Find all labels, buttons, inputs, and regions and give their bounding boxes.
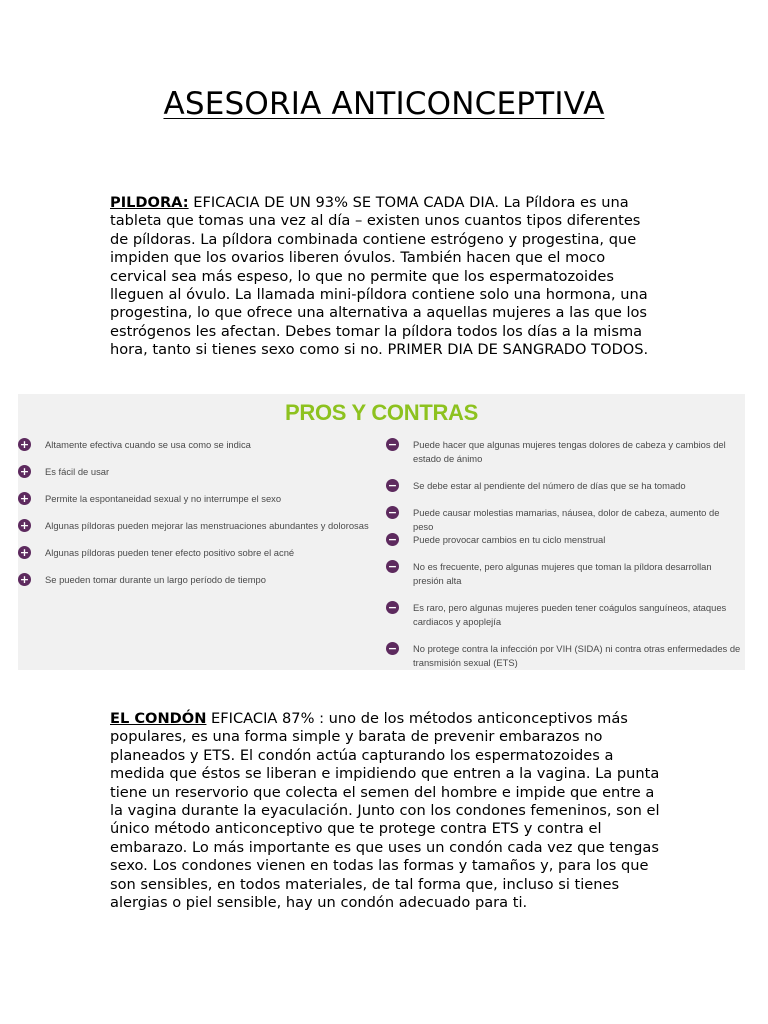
minus-icon: − (387, 642, 398, 655)
minus-icon: − (387, 560, 398, 573)
plus-icon: + (19, 438, 30, 451)
con-text: No es frecuente, pero algunas mujeres que toman la píldora desarrollan presión alta (413, 561, 712, 586)
con-item (386, 601, 741, 628)
pildora-paragraph (110, 194, 662, 360)
minus-icon: − (387, 533, 398, 546)
plus-icon: + (19, 546, 30, 559)
plus-icon: + (19, 573, 30, 586)
plus-icon: + (19, 492, 30, 505)
con-text: Puede causar molestias mamarias, náusea, dolor de cabeza, aumento de peso (413, 507, 720, 532)
plus-icon: + (19, 519, 30, 532)
pildora-text: EFICACIA DE UN 93% SE TOMA CADA DIA. La Píldora es una tableta que tomas una vez al día – existen unos cuantos tipos diferentes de píldoras. La píldora combinada contiene estrógeno y progestina, que impiden que los ovarios liberen óvulos. También hacen que el moco cervical sea más espeso, lo que no permite que los espermatozoides lleguen al óvulo. La llamada mini-píldora contiene solo una hormona, una progestina, lo que ofrece una alternativa a aquellas mujeres a las que los estrógenos les afectan. Debes tomar la píldora todos los días a la misma hora, tanto si tienes sexo como si no. PRIMER DIA DE SANGRADO TODOS. (110, 194, 649, 359)
pro-item (18, 465, 109, 479)
con-text: Se debe estar al pendiente del número de días que se ha tomado (413, 480, 686, 491)
pro-text: Altamente efectiva cuando se usa como se indica (45, 439, 251, 450)
page-title: ASESORIA ANTICONCEPTIVA (163, 86, 605, 122)
pro-item (18, 546, 294, 560)
pro-text: Algunas píldoras pueden tener efecto positivo sobre el acné (45, 547, 295, 558)
con-item (386, 560, 741, 587)
pro-text: Permite la espontaneidad sexual y no interrumpe el sexo (45, 493, 282, 504)
con-item (386, 506, 741, 533)
minus-icon: − (387, 438, 398, 451)
plus-icon: + (19, 465, 30, 478)
pro-text: Algunas píldoras pueden mejorar las menstruaciones abundantes y dolorosas (45, 520, 369, 531)
con-text: Puede provocar cambios en tu ciclo menstrual (413, 534, 606, 545)
con-text: No protege contra la infección por VIH (SIDA) ni contra otras enfermedades de transmisión sexual (ETS) (413, 643, 741, 668)
condon-heading: EL CONDÓN (110, 710, 207, 727)
pro-item (18, 519, 369, 533)
pildora-heading: PILDORA: (110, 194, 189, 211)
condon-text: EFICACIA 87% : uno de los métodos anticonceptivos más populares, es una forma simple y barata de prevenir embarazos no planeados y ETS. El condón actúa capturando los espermatozoides a medida que éstos se liberan e impidiendo que entren a la vagina. La punta tiene un reservorio que colecta el semen del hombre e impide que entre a la vagina durante la eyaculación. Junto con los condones femeninos, son el único método anticonceptivo que te protege contra ETS y contra el embarazo. Lo más importante es que uses un condón cada vez que tengas sexo. Los condones vienen en todas las formas y tamaños y, para los que son sensibles, en todos materiales, de tal forma que, incluso si tienes alergias o piel sensible, hay un condón adecuado para ti. (110, 710, 660, 912)
minus-icon: − (387, 479, 398, 492)
infographic-title: PROS Y CONTRAS (284, 400, 479, 425)
con-item (386, 642, 741, 669)
pro-item (18, 438, 251, 452)
minus-icon: − (387, 506, 398, 519)
minus-icon: − (387, 601, 398, 614)
con-item (386, 533, 741, 547)
con-text: Es raro, pero algunas mujeres pueden tener coágulos sanguíneos, ataques cardiacos y apoplejía (413, 602, 727, 627)
pro-item (18, 573, 266, 587)
pro-text: Es fácil de usar (45, 466, 110, 477)
con-item (386, 479, 741, 493)
con-text: Puede hacer que algunas mujeres tengas dolores de cabeza y cambios del estado de ánimo (413, 439, 726, 464)
pro-text: Se pueden tomar durante un largo período de tiempo (45, 574, 266, 585)
pro-item (18, 492, 281, 506)
pros-contras-infographic (18, 394, 745, 670)
con-item (386, 438, 741, 465)
condon-paragraph (110, 710, 662, 912)
